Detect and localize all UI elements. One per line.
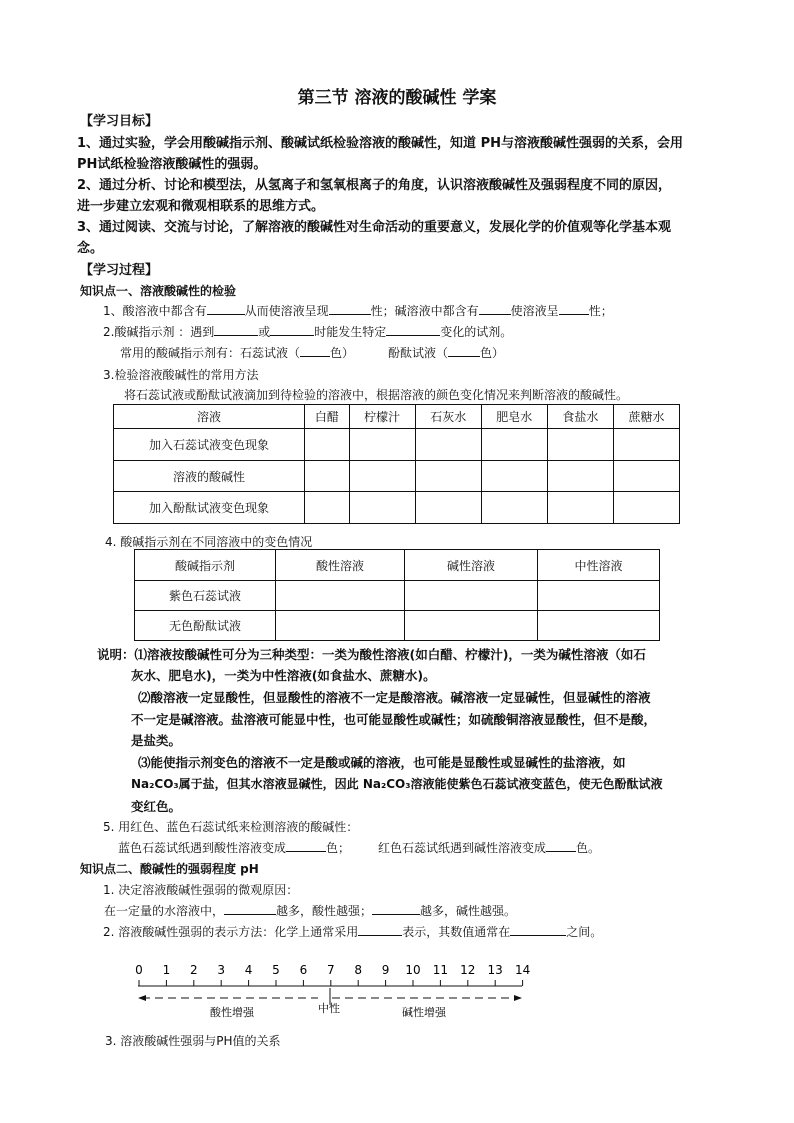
blank[interactable] <box>214 323 258 336</box>
neutral-label: 中性 <box>318 1002 340 1015</box>
q2b-text-a: 常用的酸碱指示剂有：石蕊试液（ <box>120 346 301 360</box>
answer-cell[interactable] <box>276 611 405 641</box>
goal-3-cont: 念。 <box>77 241 104 256</box>
p1b-text-c: 越多，碱性越强。 <box>420 904 517 918</box>
acid-arrow-head <box>138 995 146 1001</box>
ph-tick-label: 14 <box>514 963 531 977</box>
answer-cell[interactable] <box>276 581 405 611</box>
note-line-3: ⑵酸溶液一定显酸性，但显酸性的溶液不一定是酸溶液。碱溶液一定显碱性，但显碱性的溶液 <box>138 690 651 705</box>
goal-2-cont: 进一步建立宏观和微观相联系的思维方式。 <box>77 199 325 214</box>
answer-cell[interactable] <box>415 461 481 492</box>
ph-tick-label: 3 <box>217 963 226 977</box>
goal-3: 3、通过阅读、交流与讨论，了解溶液的酸碱性对生命活动的重要意义，发展化学的价值观等化学基本观 <box>77 220 672 235</box>
row-label: 加入酚酞试液变色现象 <box>114 492 305 524</box>
section-1-title: 知识点一、溶液酸碱性的检验 <box>80 284 237 298</box>
acid-label: 酸性增强 <box>210 1006 254 1019</box>
ph-tick-label: 6 <box>299 963 308 977</box>
page-title: 第三节 溶液的酸碱性 学案 <box>297 88 497 108</box>
note-line-4: 不一定是碱溶液。盐溶液可能显中性，也可能显酸性或碱性；如硫酸铜溶液显酸性，但不是酸， <box>131 712 657 727</box>
answer-cell[interactable] <box>349 492 415 524</box>
table-row <box>135 611 660 641</box>
note-line-5: 是盐类。 <box>131 733 182 748</box>
q5b-text-a: 蓝色石蕊试纸遇到酸性溶液变成 <box>118 841 287 855</box>
answer-cell[interactable] <box>613 429 679 461</box>
table-indicator-observation <box>113 404 680 524</box>
question-3: 3.检验溶液酸碱性的常用方法 <box>103 368 259 382</box>
blank[interactable] <box>358 923 402 936</box>
table-header-cell: 石灰水 <box>415 405 481 429</box>
table-header-cell: 白醋 <box>305 405 350 429</box>
blank[interactable] <box>559 302 589 315</box>
answer-cell[interactable] <box>613 492 679 524</box>
q5b-text-b: 色； <box>326 841 351 855</box>
question-4: 4. 酸碱指示剂在不同溶液中的变色情况 <box>105 535 313 549</box>
p2-text-c: 之间。 <box>566 925 603 939</box>
table-header-cell: 酸碱指示剂 <box>135 550 276 581</box>
table-header-cell: 溶液 <box>114 405 305 429</box>
table-header-cell: 食盐水 <box>547 405 613 429</box>
blank[interactable] <box>510 923 566 936</box>
q2-text-d: 变化的试剂。 <box>440 325 513 339</box>
question-1 <box>103 302 613 319</box>
table-row <box>135 581 660 611</box>
answer-cell[interactable] <box>349 429 415 461</box>
p2-text-b: 表示，其数值通常在 <box>402 925 511 939</box>
blank[interactable] <box>270 323 314 336</box>
answer-cell[interactable] <box>481 429 547 461</box>
indicator-line <box>120 344 504 361</box>
goal-1: 1、通过实验，学会用酸碱指示剂、酸碱试纸检验溶液的酸碱性，知道 PH与溶液酸碱性强弱的关系，会用 <box>77 136 683 151</box>
row-label: 溶液的酸碱性 <box>114 461 305 492</box>
blank[interactable] <box>300 344 330 357</box>
ph-tick-label: 13 <box>487 963 503 977</box>
table-row <box>114 492 680 524</box>
q1-text-a: 1、酸溶液中都含有 <box>103 304 207 318</box>
question-3-text: 将石蕊试液或酚酞试液滴加到待检验的溶液中，根据溶液的颜色变化情况来判断溶液的酸碱性。 <box>124 388 629 402</box>
litmus-line <box>118 839 600 856</box>
answer-cell[interactable] <box>547 492 613 524</box>
ph-tick-label: 9 <box>381 963 390 977</box>
note-line-1: 说明：⑴溶液按酸碱性可分为三种类型：一类为酸性溶液(如白醋、柠檬汁)，一类为碱性溶液（如石 <box>97 647 646 662</box>
point-1-text <box>104 902 516 919</box>
answer-cell[interactable] <box>305 429 350 461</box>
base-arrow-head <box>514 995 522 1001</box>
note-line-7: Na₂CO₃属于盐，但其水溶液显碱性，因此 Na₂CO₃溶液能使紫色石蕊试液变蓝色，使无色酚酞试液 <box>131 777 663 791</box>
note-line-8: 变红色。 <box>131 799 182 814</box>
section-2-title: 知识点二、酸碱性的强弱程度 pH <box>80 862 259 876</box>
q5b-text-c: 红色石蕊试纸遇到碱性溶液变成 <box>378 841 547 855</box>
process-heading: 【学习过程】 <box>80 263 159 278</box>
answer-cell[interactable] <box>305 461 350 492</box>
ph-tick-label: 5 <box>272 963 280 977</box>
goals-heading: 【学习目标】 <box>80 114 159 129</box>
q5b-text-d: 色。 <box>576 841 601 855</box>
question-5: 5. 用红色、蓝色石蕊试纸来检测溶液的酸碱性： <box>103 820 359 834</box>
answer-cell[interactable] <box>349 461 415 492</box>
ph-tick-label: 10 <box>405 963 421 977</box>
q2b-text-d: 色） <box>480 346 505 360</box>
p1b-text-b: 越多，酸性越强； <box>276 904 373 918</box>
q1-text-b: 从而使溶液呈现 <box>244 304 329 318</box>
row-label: 无色酚酞试液 <box>135 611 276 641</box>
blank[interactable] <box>448 344 480 357</box>
point-2 <box>103 923 602 940</box>
table-header-row <box>114 405 680 429</box>
q2-text-a: 2.酸碱指示剂 ：遇到 <box>103 325 215 339</box>
answer-cell[interactable] <box>405 611 538 641</box>
answer-cell[interactable] <box>547 461 613 492</box>
blank[interactable] <box>207 302 245 315</box>
ph-tick-labels <box>135 963 530 977</box>
q2-text-c: 时能发生特定 <box>314 325 387 339</box>
note-line-6: ⑶能使指示剂变色的溶液不一定是酸或碱的溶液，也可能是显酸性或显碱性的盐溶液，如 <box>138 755 626 770</box>
blank[interactable] <box>479 302 511 315</box>
note-line-2: 灰水、肥皂水)，一类为中性溶液(如食盐水、蔗糖水)。 <box>131 668 436 683</box>
p1b-text-a: 在一定量的水溶液中， <box>104 904 225 918</box>
goal-2: 2、通过分析、讨论和模型法，从氢离子和氢氧根离子的角度，认识溶液酸碱性及强弱程度不同的原因， <box>77 178 672 193</box>
answer-cell[interactable] <box>415 429 481 461</box>
point-3: 3. 溶液酸碱性强弱与PH值的关系 <box>105 1034 281 1048</box>
q2b-text-b: 色） <box>330 346 355 360</box>
ph-tick-label: 11 <box>432 963 449 977</box>
point-1: 1. 决定溶液酸碱性强弱的微观原因： <box>103 883 299 897</box>
table-header-cell: 酸性溶液 <box>276 550 405 581</box>
ph-scale <box>130 960 550 1022</box>
q1-text-d: 使溶液呈 <box>510 304 559 318</box>
q1-text-c: 性；碱溶液中都含有 <box>370 304 479 318</box>
answer-cell[interactable] <box>547 429 613 461</box>
blank[interactable] <box>372 902 420 915</box>
answer-cell[interactable] <box>405 581 538 611</box>
blank[interactable] <box>546 839 576 852</box>
table-row <box>114 461 680 492</box>
question-2 <box>103 323 512 340</box>
blank[interactable] <box>329 302 371 315</box>
goal-1-cont: PH试纸检验溶液酸碱性的强弱。 <box>77 157 267 172</box>
ph-tick-label: 8 <box>354 963 363 977</box>
ph-tick-marks <box>139 980 523 986</box>
answer-cell[interactable] <box>481 492 547 524</box>
answer-cell[interactable] <box>538 581 660 611</box>
blank[interactable] <box>224 902 276 915</box>
answer-cell[interactable] <box>305 492 350 524</box>
q1-text-e: 性； <box>588 304 613 318</box>
row-label: 紫色石蕊试液 <box>135 581 276 611</box>
q2-text-b: 或 <box>258 325 271 339</box>
answer-cell[interactable] <box>481 461 547 492</box>
table-header-cell: 中性溶液 <box>538 550 660 581</box>
blank[interactable] <box>286 839 326 852</box>
table-row <box>114 429 680 461</box>
base-label: 碱性增强 <box>402 1006 446 1019</box>
ph-tick-label: 12 <box>460 963 476 977</box>
q2b-text-c: 酚酞试液（ <box>388 346 449 360</box>
table-header-cell: 碱性溶液 <box>405 550 538 581</box>
p2-text-a: 2. 溶液酸碱性强弱的表示方法：化学上通常采用 <box>103 925 359 939</box>
table-header-row <box>135 550 660 581</box>
table-header-cell: 蔗糖水 <box>613 405 679 429</box>
ph-tick-label: 1 <box>162 963 171 977</box>
table-indicator-colors <box>134 549 660 641</box>
row-label: 加入石蕊试液变色现象 <box>114 429 305 461</box>
ph-tick-label: 0 <box>135 963 143 977</box>
answer-cell[interactable] <box>415 492 481 524</box>
answer-cell[interactable] <box>538 611 660 641</box>
ph-tick-label: 7 <box>326 963 335 977</box>
table-header-cell: 柠檬汁 <box>349 405 415 429</box>
table-header-cell: 肥皂水 <box>481 405 547 429</box>
ph-tick-label: 2 <box>189 963 198 977</box>
ph-tick-label: 4 <box>244 963 253 977</box>
answer-cell[interactable] <box>613 461 679 492</box>
blank[interactable] <box>386 323 440 336</box>
